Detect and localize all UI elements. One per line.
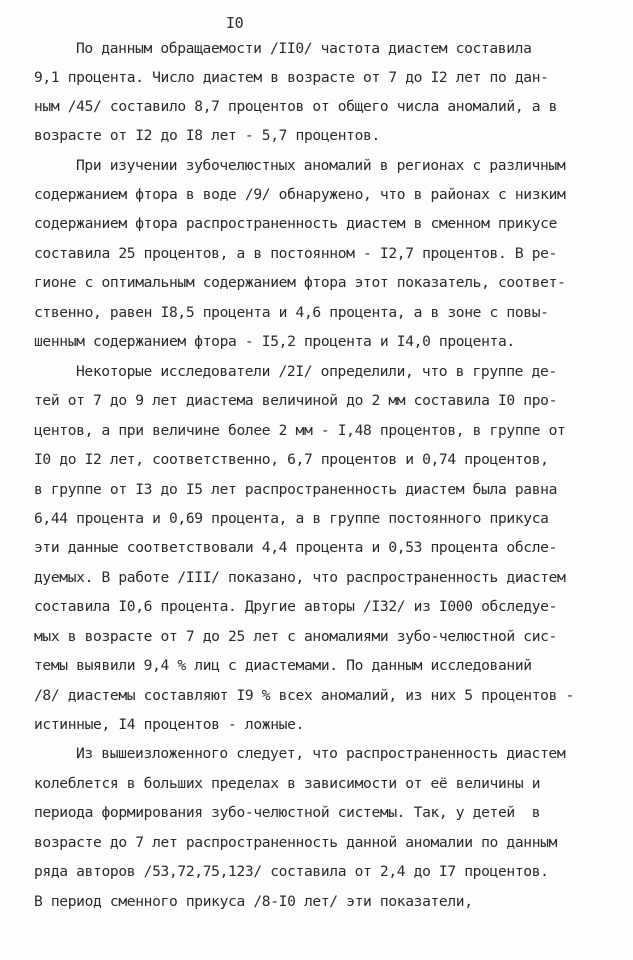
text-line: шенным содержанием фтора - I5,2 процента и I4,0 процента. (34, 333, 515, 350)
text-line: содержанием фтора распространенность диастем в сменном прикусе (34, 215, 558, 232)
text-line: Из вышеизложенного следует, что распространенность диастем (76, 745, 566, 762)
text-line: ственно, равен I8,5 процента и 4,6 процента, а в зоне с повы- (34, 304, 549, 321)
text-line: темы выявили 9,4 % лиц с диастемами. По данным исследований (34, 657, 532, 674)
page-number: I0 (226, 14, 244, 32)
text-line: тей от 7 до 9 лет диастема величиной до 2 мм составила I0 про- (34, 392, 558, 409)
text-line: I0 до I2 лет, соответственно, 6,7 процентов и 0,74 процентов, (34, 451, 549, 468)
text-line: 6,44 процента и 0,69 процента, а в группе постоянного прикуса (34, 510, 549, 527)
text-line: По данным обращаемости /II0/ частота диастем составила (76, 40, 532, 57)
text-line: гионе с оптимальным содержанием фтора этот показатель, соответ- (34, 274, 566, 291)
text-line: В период сменного прикуса /8-I0 лет/ эти показатели, (34, 893, 473, 910)
text-line: /8/ диастемы составляют I9 % всех аномалий, из них 5 процентов - (34, 687, 574, 704)
text-line: в группе от I3 до I5 лет распространенность диастем была равна (34, 481, 558, 498)
text-line: центов, а при величине более 2 мм - I,48 процентов, в группе от (34, 422, 566, 439)
text-line: эти данные соответствовали 4,4 процента и 0,53 процента обсле- (34, 539, 558, 556)
text-line: дуемых. В работе /III/ показано, что распространенность диастем (34, 569, 566, 586)
text-line: колеблется в больших пределах в зависимости от её величины и (34, 775, 541, 792)
text-line: периода формирования зубо-челюстной системы. Так, у детей в (34, 804, 541, 821)
text-line: 9,1 процента. Число диастем в возрасте от 7 до I2 лет по дан- (34, 69, 549, 86)
text-line: возрасте до 7 лет распространенность данной аномалии по данным (34, 834, 558, 851)
text-line: возрасте от I2 до I8 лет - 5,7 процентов. (34, 127, 380, 144)
text-line: мых в возрасте от 7 до 25 лет с аномалиями зубо-челюстной сис- (34, 628, 558, 645)
text-line: составила I0,6 процента. Другие авторы /I32/ из I000 обследуе- (34, 598, 558, 615)
text-line: ряда авторов /53,72,75,123/ составила от 2,4 до I7 процентов. (34, 863, 549, 880)
text-line: Некоторые исследователи /2I/ определили, что в группе де- (76, 363, 557, 380)
text-line: содержанием фтора в воде /9/ обнаружено, что в районах с низким (34, 186, 566, 203)
text-line: ным /45/ составило 8,7 процентов от общего числа аномалий, а в (34, 98, 558, 115)
text-line: При изучении зубочелюстных аномалий в регионах с различным (76, 157, 566, 174)
text-line: составила 25 процентов, а в постоянном - I2,7 процентов. В ре- (34, 245, 558, 262)
text-line: истинные, I4 процентов - ложные. (34, 716, 304, 733)
